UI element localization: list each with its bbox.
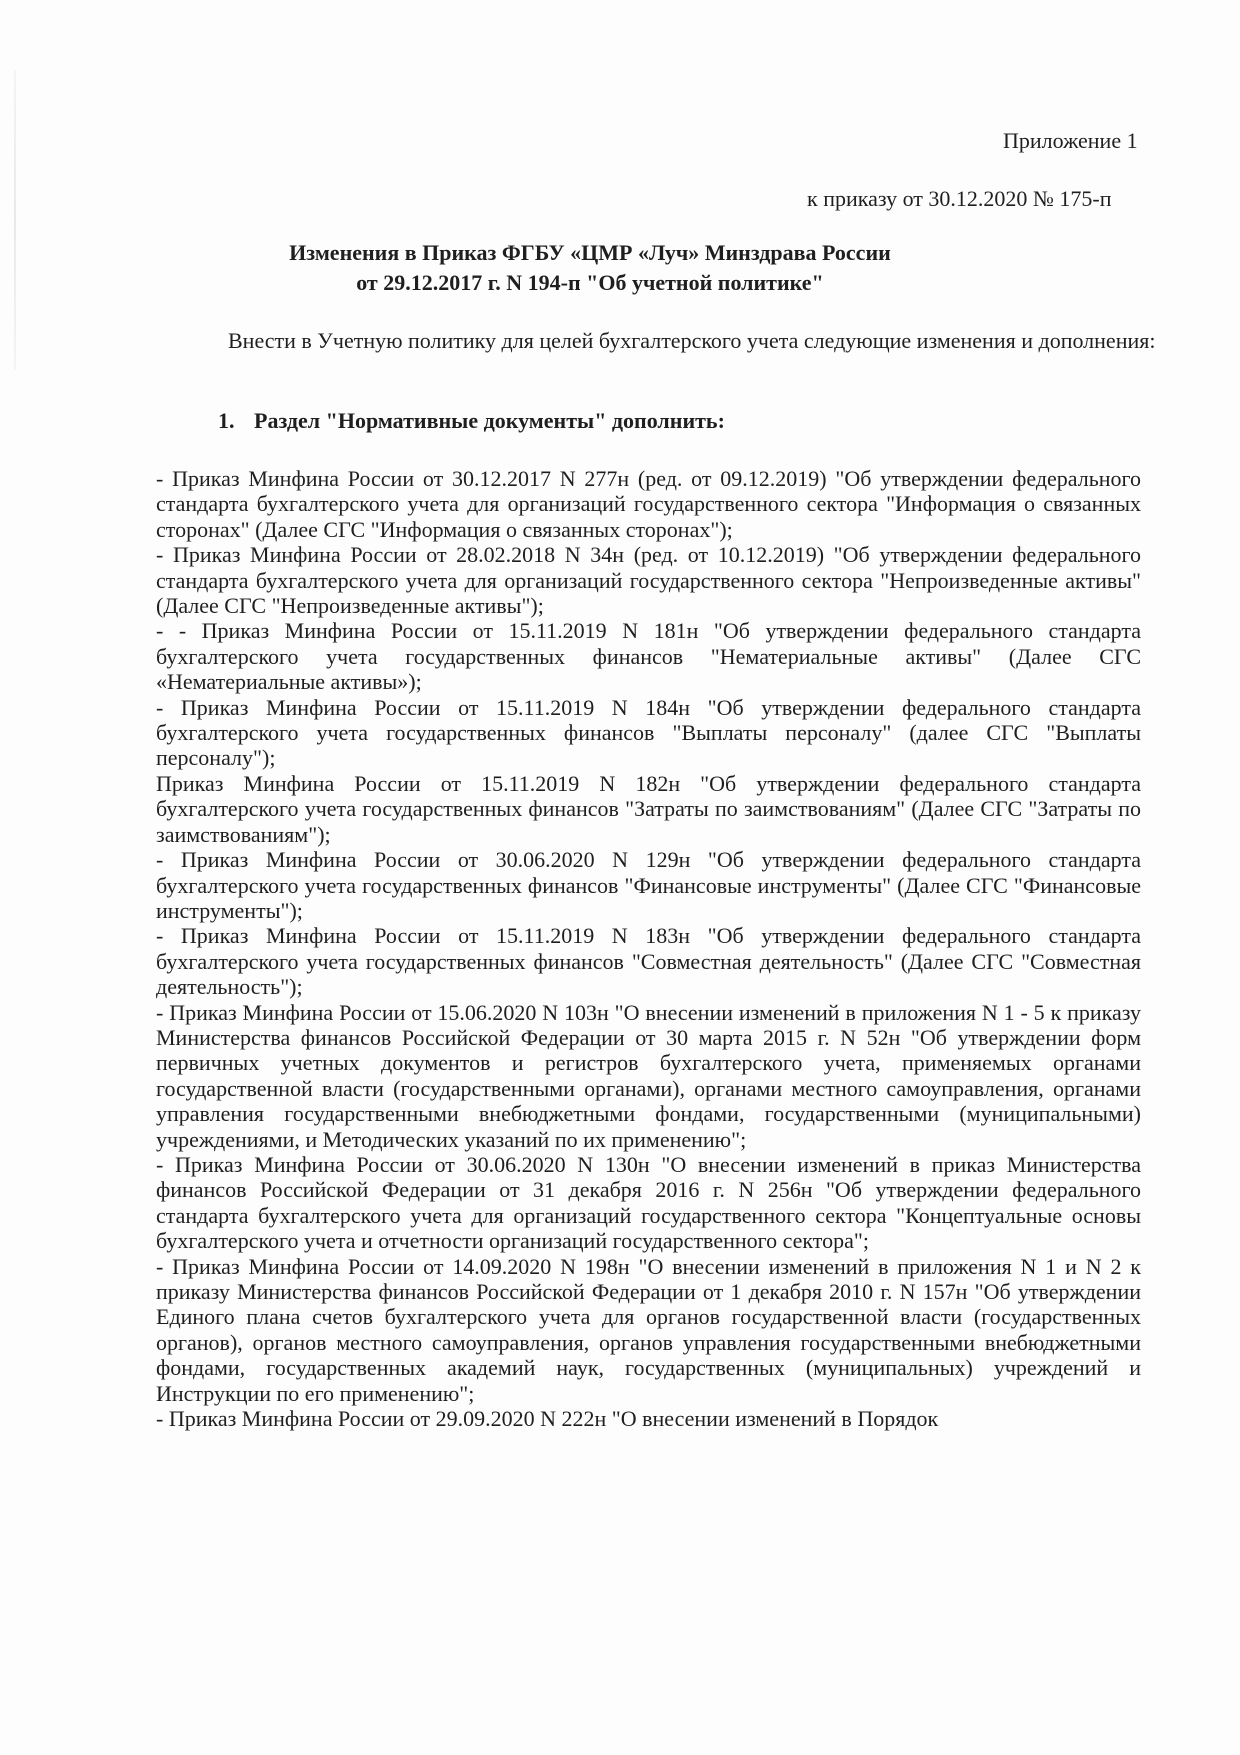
document-title (0, 238, 1180, 298)
list-item: - - Приказ Минфина России от 15.11.2019 N 181н "Об утверждении федерального стандарта бухгалтерского учета государственных финансов "Нематериальные активы" (Далее СГС «Нематериальные активы»); (156, 618, 1141, 695)
list-item: - Приказ Минфина России от 29.09.2020 N 222н "О внесении изменений в Порядок (156, 1406, 939, 1432)
order-reference: к приказу от 30.12.2020 № 175-п (807, 186, 1112, 211)
list-item: - Приказ Минфина России от 14.09.2020 N 198н "О внесении изменений в приложения N 1 и N 2 к приказу Министерства финансов Российской Федерации от 1 декабря 2010 г. N 157н "Об утверждении Единого плана счетов бухгалтерского учета для органов государственной власти (государственных органов), органов местного самоуправления, органов управления государственными внебюджетными фондами, государственных академий наук, государственных (муниципальных) учреждений и Инструкции по его применению"; (156, 1253, 1141, 1406)
section-heading (218, 408, 725, 434)
title-line-2: от 29.12.2017 г. N 194-п "Об учетной политике" (356, 270, 824, 295)
list-item: - Приказ Минфина России от 15.11.2019 N 184н "Об утверждении федерального стандарта бухгалтерского учета государственных финансов "Выплаты персоналу" (далее СГС "Выплаты персоналу"); (156, 694, 1141, 771)
list-item: - Приказ Минфина России от 28.02.2018 N 34н (ред. от 10.12.2019) "Об утверждении федерального стандарта бухгалтерского учета для организаций государственного сектора "Непроизведенные активы" (Далее СГС "Непроизведенные активы"); (156, 542, 1141, 619)
section-title: Раздел "Нормативные документы" дополнить: (254, 408, 725, 433)
list-item: - Приказ Минфина России от 15.11.2019 N 183н "Об утверждении федерального стандарта бухгалтерского учета государственных финансов "Совместная деятельность" (Далее СГС "Совместная деятельность"); (156, 923, 1141, 1000)
appendix-label: Приложение 1 (1003, 128, 1138, 153)
scan-artifact (14, 70, 16, 370)
list-item: - Приказ Минфина России от 30.06.2020 N 129н "Об утверждении федерального стандарта бухгалтерского учета государственных финансов "Финансовые инструменты" (Далее СГС "Финансовые инструменты"); (156, 847, 1141, 923)
title-line-1: Изменения в Приказ ФГБУ «ЦМР «Луч» Минздрава России (289, 240, 891, 265)
regulatory-documents-list (156, 466, 1141, 1431)
list-item: - Приказ Минфина России от 30.06.2020 N 130н "О внесении изменений в приказ Министерства финансов Российской Федерации от 31 декабря 2016 г. N 256н "Об утверждении федерального стандарта бухгалтерского учета для организаций государственного сектора "Концептуальные основы бухгалтерского учета и отчетности организаций государственного сектора"; (156, 1151, 1141, 1254)
intro-text: Внести в Учетную политику для целей бухгалтерского учета следующие изменения и дополнения: (228, 328, 1156, 353)
section-number: 1. (218, 408, 235, 433)
list-item: - Приказ Минфина России от 15.06.2020 N 103н "О внесении изменений в приложения N 1 - 5 к приказу Министерства финансов Российской Федерации от 30 марта 2015 г. N 52н "Об утверждении форм первичных учетных документов и регистров бухгалтерского учета, применяемых органами государственной власти (государственными органами), органами местного самоуправления, органами управления государственными внебюджетными фондами, государственными (муниципальными) учреждениями, и Методических указаний по их применению"; (156, 999, 1141, 1152)
list-item: Приказ Минфина России от 15.11.2019 N 182н "Об утверждении федерального стандарта бухгалтерского учета государственных финансов "Затраты по заимствованиям" (Далее СГС "Затраты по заимствованиям"); (156, 770, 1141, 847)
list-item: - Приказ Минфина России от 30.12.2017 N 277н (ред. от 09.12.2019) "Об утверждении федерального стандарта бухгалтерского учета для организаций государственного сектора "Информация о связанных сторонах" (Далее СГС "Информация о связанных сторонах"); (156, 466, 1141, 542)
intro-paragraph (146, 327, 1156, 354)
